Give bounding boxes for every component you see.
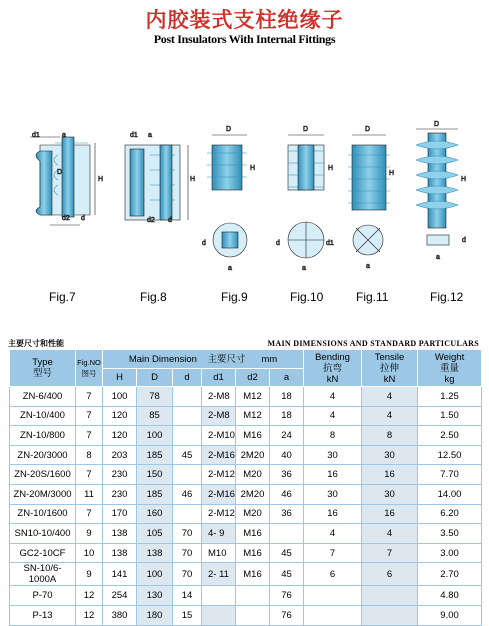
fig12-H-label: H <box>461 176 467 183</box>
cell-d2: M16 <box>236 524 270 544</box>
cell-a: 76 <box>270 605 304 625</box>
fig11-a-label: a <box>366 263 370 270</box>
cell-H: 100 <box>103 387 137 407</box>
cell-d2: 2M20 <box>236 484 270 504</box>
cell-D: 185 <box>137 445 173 465</box>
header-type <box>10 350 76 387</box>
cell-a: 18 <box>270 406 304 426</box>
header-tensile-cn: 拉伸 <box>380 362 400 374</box>
cell-d <box>173 406 202 426</box>
cell-H: 203 <box>103 445 137 465</box>
cell-type: ZN-10/400 <box>10 406 76 426</box>
cell-a: 36 <box>270 465 304 485</box>
header-D: D <box>137 369 173 387</box>
cell-fig: 9 <box>76 524 103 544</box>
cell-type: SN10-10/400 <box>10 524 76 544</box>
cell-d: 46 <box>173 484 202 504</box>
cell-d1: 2-M16 <box>202 484 236 504</box>
fig10-d1-label: d1 <box>326 240 334 247</box>
fig10-label: Fig.10 <box>290 290 324 304</box>
fig7-a-label: a <box>62 132 66 139</box>
cell-fig: 7 <box>76 406 103 426</box>
fig12-drawing <box>416 129 458 245</box>
cell-bending: 8 <box>304 426 362 446</box>
header-H: H <box>103 369 137 387</box>
cell-D: 78 <box>137 387 173 407</box>
header-main-dim <box>103 350 304 369</box>
cell-d2: M16 <box>236 543 270 563</box>
cell-d1: 4- 9 <box>202 524 236 544</box>
cell-a: 76 <box>270 586 304 606</box>
cell-tensile <box>362 605 418 625</box>
cell-d2 <box>236 586 270 606</box>
section-title-cn: 主要尺寸和性能 <box>8 339 64 348</box>
table-row <box>10 387 482 407</box>
cell-type: SN-10/6-1000A <box>10 563 76 586</box>
fig7-drawing <box>30 137 95 225</box>
fig9-a-label: a <box>228 265 232 272</box>
cell-bending <box>304 605 362 625</box>
header-d1: d1 <box>202 369 236 387</box>
cell-H: 141 <box>103 563 137 586</box>
cell-type: P-70 <box>10 586 76 606</box>
cell-tensile: 4 <box>362 387 418 407</box>
cell-bending: 6 <box>304 563 362 586</box>
cell-bending <box>304 586 362 606</box>
cell-d1: 2-M8 <box>202 387 236 407</box>
fig7-d2-label: d2 <box>62 215 70 222</box>
cell-H: 254 <box>103 586 137 606</box>
fig8-d-label: d <box>168 217 172 224</box>
table-row <box>10 465 482 485</box>
fig7-H-label: H <box>98 176 104 183</box>
cell-d2: M12 <box>236 387 270 407</box>
fig8-d1-label: d1 <box>130 132 138 139</box>
cell-H: 138 <box>103 524 137 544</box>
header-bending-cn: 抗弯 <box>323 362 343 374</box>
cell-d <box>173 504 202 524</box>
cell-type: ZN-20S/1600 <box>10 465 76 485</box>
cell-weight: 14.00 <box>418 484 482 504</box>
cell-type: ZN-10/800 <box>10 426 76 446</box>
fig10-D-label: D <box>303 126 309 133</box>
fig8-drawing <box>125 145 188 220</box>
cell-fig: 11 <box>76 484 103 504</box>
header-type-en: Type <box>32 357 53 368</box>
cell-a: 46 <box>270 484 304 504</box>
fig10-H-label: H <box>328 165 334 172</box>
table-row <box>10 586 482 606</box>
cell-D: 100 <box>137 563 173 586</box>
cell-type: GC2-10CF <box>10 543 76 563</box>
cell-H: 138 <box>103 543 137 563</box>
cell-bending: 4 <box>304 387 362 407</box>
cell-a: 36 <box>270 504 304 524</box>
cell-fig: 7 <box>76 426 103 446</box>
cell-fig: 7 <box>76 387 103 407</box>
page-title-cn: 内胶装式支柱绝缘子 <box>145 8 344 32</box>
cell-type: ZN-20/3000 <box>10 445 76 465</box>
cell-type: ZN-6/400 <box>10 387 76 407</box>
cell-tensile: 6 <box>362 563 418 586</box>
cell-H: 170 <box>103 504 137 524</box>
cell-a: 18 <box>270 387 304 407</box>
fig7-d1-label: d1 <box>32 132 40 139</box>
cell-weight: 2.50 <box>418 426 482 446</box>
cell-type: ZN-20M/3000 <box>10 484 76 504</box>
cell-d <box>173 426 202 446</box>
cell-weight: 1.50 <box>418 406 482 426</box>
fig9-drawing <box>207 135 247 257</box>
cell-a: 45 <box>270 563 304 586</box>
table-row <box>10 445 482 465</box>
cell-weight: 3.00 <box>418 543 482 563</box>
cell-weight: 2.70 <box>418 563 482 586</box>
header-type-cn: 型号 <box>32 368 52 379</box>
header-d: d <box>173 369 202 387</box>
cell-d: 70 <box>173 543 202 563</box>
cell-d <box>173 465 202 485</box>
header-fig-cn: 图号 <box>81 369 97 378</box>
cell-tensile: 30 <box>362 484 418 504</box>
fig7-d-label: d <box>81 215 85 222</box>
cell-a: 45 <box>270 543 304 563</box>
cell-tensile: 16 <box>362 465 418 485</box>
table-row <box>10 524 482 544</box>
figures-area <box>0 115 489 315</box>
cell-H: 120 <box>103 406 137 426</box>
fig7-D-label: D <box>57 169 63 176</box>
cell-D: 160 <box>137 504 173 524</box>
header-fig <box>76 350 103 387</box>
fig9-label: Fig.9 <box>221 290 248 304</box>
cell-tensile: 8 <box>362 426 418 446</box>
fig8-a-label: a <box>148 132 152 139</box>
cell-tensile <box>362 586 418 606</box>
fig12-d-label: d <box>462 237 466 244</box>
cell-D: 85 <box>137 406 173 426</box>
fig10-a-label: a <box>302 265 306 272</box>
cell-fig: 7 <box>76 504 103 524</box>
fig12-D-label: D <box>434 121 440 128</box>
cell-d: 45 <box>173 445 202 465</box>
header-a: a <box>270 369 304 387</box>
cell-D: 180 <box>137 605 173 625</box>
cell-D: 150 <box>137 465 173 485</box>
header-mm: mm <box>261 353 278 365</box>
cell-d2: M16 <box>236 563 270 586</box>
cell-fig: 7 <box>76 465 103 485</box>
cell-bending: 16 <box>304 504 362 524</box>
cell-D: 100 <box>137 426 173 446</box>
fig8-H-label: H <box>190 176 196 183</box>
header-weight-unit: kg <box>444 373 455 385</box>
cell-tensile: 4 <box>362 406 418 426</box>
insulator-drawings <box>0 115 489 315</box>
cell-d: 70 <box>173 563 202 586</box>
cell-bending: 4 <box>304 406 362 426</box>
fig10-d-label: d <box>276 240 280 247</box>
header-weight <box>418 350 482 387</box>
cell-d <box>173 387 202 407</box>
cell-d: 70 <box>173 524 202 544</box>
cell-fig: 12 <box>76 605 103 625</box>
fig11-drawing <box>348 135 390 255</box>
header-tensile-en: Tensile <box>374 351 405 363</box>
header-d2: d2 <box>236 369 270 387</box>
cell-d1: M10 <box>202 543 236 563</box>
cell-fig: 9 <box>76 563 103 586</box>
cell-fig: 12 <box>76 586 103 606</box>
header-bending-en: Bending <box>315 351 350 363</box>
cell-bending: 16 <box>304 465 362 485</box>
cell-weight: 3.50 <box>418 524 482 544</box>
cell-d1: 2-M10 <box>202 426 236 446</box>
cell-d1: 2-M8 <box>202 406 236 426</box>
header-weight-cn: 重量 <box>440 362 460 374</box>
cell-type: P-13 <box>10 605 76 625</box>
cell-H: 230 <box>103 484 137 504</box>
cell-tensile: 4 <box>362 524 418 544</box>
cell-type: ZN-10/1600 <box>10 504 76 524</box>
cell-d1: 2-M12 <box>202 504 236 524</box>
header-bending-unit: kN <box>326 373 339 385</box>
cell-D: 185 <box>137 484 173 504</box>
fig9-d-label: d <box>202 240 206 247</box>
fig7-label: Fig.7 <box>49 290 76 304</box>
cell-bending: 30 <box>304 445 362 465</box>
fig11-D-label: D <box>365 126 371 133</box>
cell-H: 120 <box>103 426 137 446</box>
cell-a: 24 <box>270 426 304 446</box>
header-tensile-unit: kN <box>383 373 396 385</box>
cell-d1: 2- 11 <box>202 563 236 586</box>
cell-d: 14 <box>173 586 202 606</box>
cell-bending: 7 <box>304 543 362 563</box>
cell-d1: 2-M12 <box>202 465 236 485</box>
header-bending <box>304 350 362 387</box>
fig12-a-label: a <box>436 254 440 261</box>
cell-d2: M20 <box>236 465 270 485</box>
fig10-drawing <box>288 135 324 258</box>
cell-d1 <box>202 586 236 606</box>
cell-d2: 2M20 <box>236 445 270 465</box>
header-main-dim-en: Main Dimension <box>128 353 197 365</box>
table-row <box>10 563 482 586</box>
table-row <box>10 543 482 563</box>
table-row <box>10 484 482 504</box>
cell-d1: 2-M16 <box>202 445 236 465</box>
cell-tensile: 7 <box>362 543 418 563</box>
specs-table <box>9 349 482 626</box>
cell-d: 15 <box>173 605 202 625</box>
header-main-dim-cn: 主要尺寸 <box>207 353 246 365</box>
cell-d2: M16 <box>236 426 270 446</box>
section-title-en: MAIN DIMENSIONS AND STANDARD PARTICULARS <box>267 339 479 348</box>
cell-a: 40 <box>270 445 304 465</box>
cell-H: 230 <box>103 465 137 485</box>
table-row <box>10 504 482 524</box>
fig12-label: Fig.12 <box>430 290 464 304</box>
cell-d2 <box>236 605 270 625</box>
fig9-H-label: H <box>250 165 256 172</box>
cell-D: 130 <box>137 586 173 606</box>
cell-D: 105 <box>137 524 173 544</box>
header-weight-en: Weight <box>434 351 465 363</box>
cell-fig: 8 <box>76 445 103 465</box>
header-fig-en: Fig.NO <box>77 358 101 367</box>
table-row <box>10 426 482 446</box>
fig8-d2-label: d2 <box>147 217 155 224</box>
cell-tensile: 16 <box>362 504 418 524</box>
cell-tensile: 30 <box>362 445 418 465</box>
cell-weight: 4.80 <box>418 586 482 606</box>
cell-H: 380 <box>103 605 137 625</box>
fig9-D-label: D <box>226 126 232 133</box>
header-tensile <box>362 350 418 387</box>
cell-fig: 10 <box>76 543 103 563</box>
table-row <box>10 406 482 426</box>
cell-weight: 1.25 <box>418 387 482 407</box>
cell-d1 <box>202 605 236 625</box>
page-title-en: Post Insulators With Internal Fittings <box>153 32 336 46</box>
cell-d2: M12 <box>236 406 270 426</box>
cell-a <box>270 524 304 544</box>
cell-D: 138 <box>137 543 173 563</box>
table-row <box>10 605 482 625</box>
fig8-label: Fig.8 <box>140 290 167 304</box>
cell-weight: 9.00 <box>418 605 482 625</box>
fig11-label: Fig.11 <box>356 290 389 304</box>
fig11-H-label: H <box>389 170 395 177</box>
cell-bending: 4 <box>304 524 362 544</box>
cell-weight: 12.50 <box>418 445 482 465</box>
cell-weight: 7.70 <box>418 465 482 485</box>
cell-d2: M20 <box>236 504 270 524</box>
cell-weight: 6.20 <box>418 504 482 524</box>
cell-bending: 30 <box>304 484 362 504</box>
